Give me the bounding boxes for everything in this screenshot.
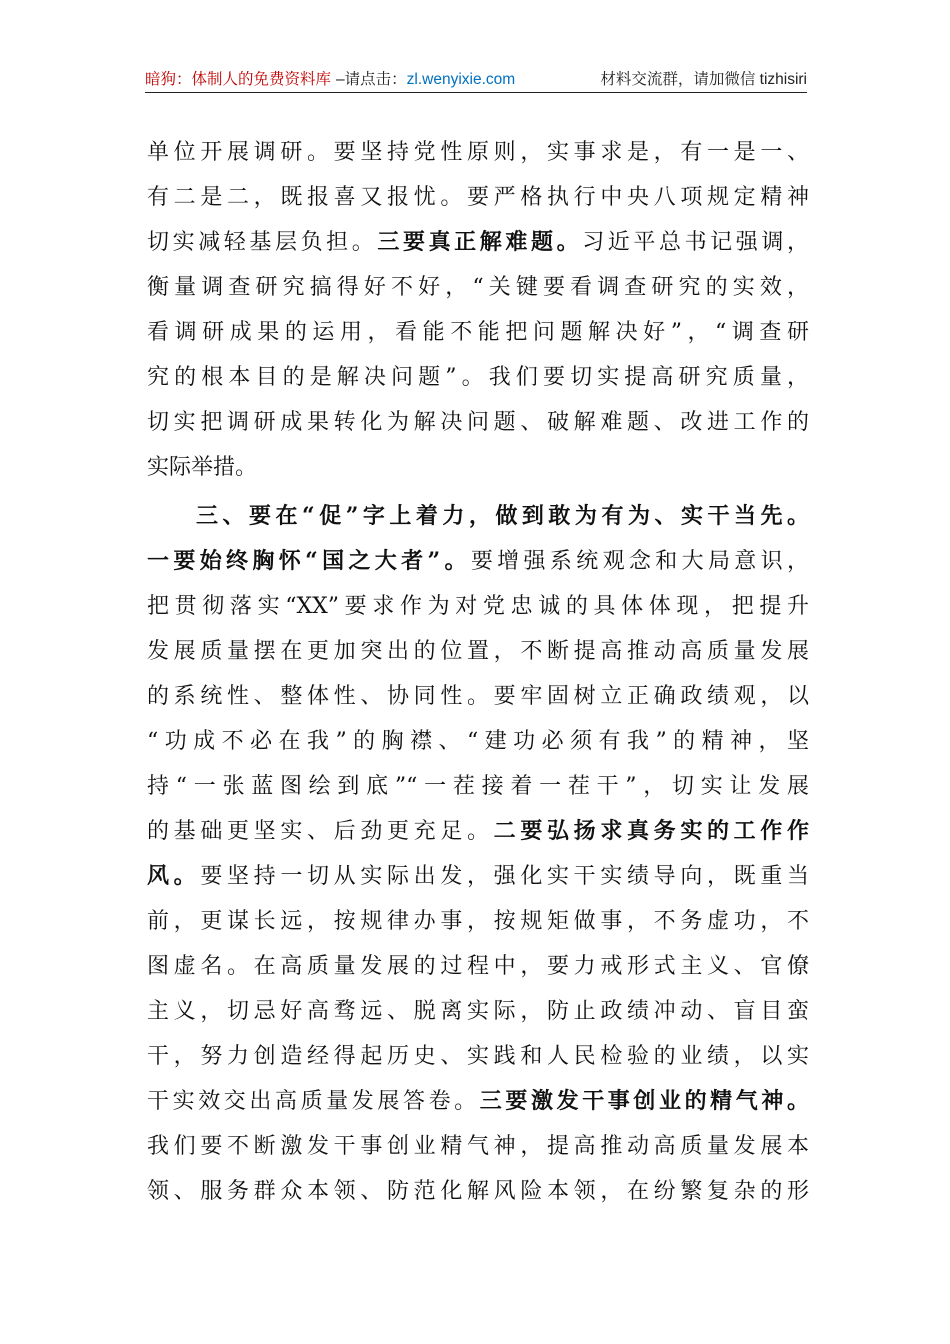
text-run: 要坚持一切从实际出发，强化实干实绩导向，既重当 bbox=[200, 864, 809, 889]
text-run: 实际举措。 bbox=[147, 455, 258, 480]
text-run: 的基础更坚实、后劲更充足。 bbox=[147, 819, 494, 844]
text-line bbox=[147, 175, 809, 220]
text-run: 我们要不断激发干事创业精气神，提高推动高质量发展本 bbox=[147, 1134, 809, 1159]
text-line bbox=[147, 944, 809, 989]
text-run: 干，努力创造经得起历史、实践和人民检验的业绩，以实 bbox=[147, 1044, 809, 1069]
paragraph bbox=[147, 494, 809, 1214]
text-run: 切实减轻基层负担。 bbox=[147, 230, 378, 255]
text-line bbox=[147, 445, 809, 490]
header-url-link[interactable]: zl.wenyixie.com bbox=[406, 70, 516, 88]
text-run: 把贯彻落实“XX”要求作为对党忠诚的具体体现，把提升 bbox=[147, 594, 809, 619]
paragraph bbox=[147, 130, 809, 490]
header-left-group bbox=[145, 67, 515, 93]
text-run: 主义，切忌好高骛远、脱离实际，防止政绩冲动、盲目蛮 bbox=[147, 999, 809, 1024]
text-line bbox=[147, 1124, 809, 1169]
page-header bbox=[145, 67, 807, 93]
text-line bbox=[147, 265, 809, 310]
emphasis-text: 风。 bbox=[147, 863, 201, 889]
text-line bbox=[147, 854, 809, 899]
text-line bbox=[147, 220, 809, 265]
text-run: “功成不必在我”的胸襟、“建功必须有我”的精神，坚 bbox=[147, 729, 809, 754]
document-body bbox=[147, 130, 809, 1214]
text-line bbox=[147, 629, 809, 674]
text-run: 发展质量摆在更加突出的位置，不断提高推动高质量发展 bbox=[147, 639, 809, 664]
header-brand: 暗狗：体制人的免费资料库 bbox=[145, 70, 332, 88]
emphasis-text: 三要真正解难题。 bbox=[377, 229, 583, 255]
text-run: 切实把调研成果转化为解决问题、破解难题、改进工作的 bbox=[147, 410, 809, 435]
text-run: 究的根本目的是解决问题”。我们要切实提高研究质量， bbox=[147, 365, 809, 390]
header-contact: 材料交流群，请加微信 tizhisiri bbox=[600, 70, 807, 88]
text-line bbox=[147, 130, 809, 175]
emphasis-text: 二要弘扬求真务实的工作作 bbox=[493, 818, 809, 844]
text-line bbox=[147, 764, 809, 809]
emphasis-text: 三要激发干事创业的精气神。 bbox=[479, 1088, 809, 1114]
text-run: 持“一张蓝图绘到底”“一茬接着一茬干”，切实让发展 bbox=[147, 774, 809, 799]
text-run: 单位开展调研。要坚持党性原则，实事求是，有一是一、 bbox=[147, 140, 809, 165]
text-line bbox=[147, 355, 809, 400]
text-line bbox=[147, 899, 809, 944]
text-run: 要增强系统观念和大局意识， bbox=[470, 549, 809, 574]
text-line bbox=[147, 1079, 809, 1124]
text-run: 习近平总书记强调， bbox=[582, 230, 809, 255]
text-run: 图虚名。在高质量发展的过程中，要力戒形式主义、官僚 bbox=[147, 954, 809, 979]
text-line bbox=[147, 584, 809, 629]
text-run: 干实效交出高质量发展答卷。 bbox=[147, 1089, 480, 1114]
text-line bbox=[147, 539, 809, 584]
text-run: 的系统性、整体性、协同性。要牢固树立正确政绩观，以 bbox=[147, 684, 809, 709]
text-line bbox=[147, 1034, 809, 1079]
emphasis-text: 一要始终胸怀“国之大者”。 bbox=[147, 548, 471, 574]
text-line bbox=[147, 674, 809, 719]
text-run: 有二是二，既报喜又报忧。要严格执行中央八项规定精神 bbox=[147, 185, 809, 210]
text-run: 领、服务群众本领、防范化解风险本领，在纷繁复杂的形 bbox=[147, 1179, 809, 1204]
section-heading: 三、要在“促”字上着力，做到敢为有为、实干当先。 bbox=[196, 503, 809, 529]
text-line bbox=[147, 494, 809, 539]
text-line bbox=[147, 809, 809, 854]
text-line bbox=[147, 400, 809, 445]
text-line bbox=[147, 310, 809, 355]
text-run: 衡量调查研究搞得好不好，“关键要看调查研究的实效， bbox=[147, 275, 809, 300]
text-line bbox=[147, 1169, 809, 1214]
text-line bbox=[147, 989, 809, 1034]
text-run: 前，更谋长远，按规律办事，按规矩做事，不务虚功，不 bbox=[147, 909, 809, 934]
header-prompt: –请点击： bbox=[336, 70, 407, 88]
text-line bbox=[147, 719, 809, 764]
text-run: 看调研成果的运用，看能不能把问题解决好”，“调查研 bbox=[147, 320, 809, 345]
